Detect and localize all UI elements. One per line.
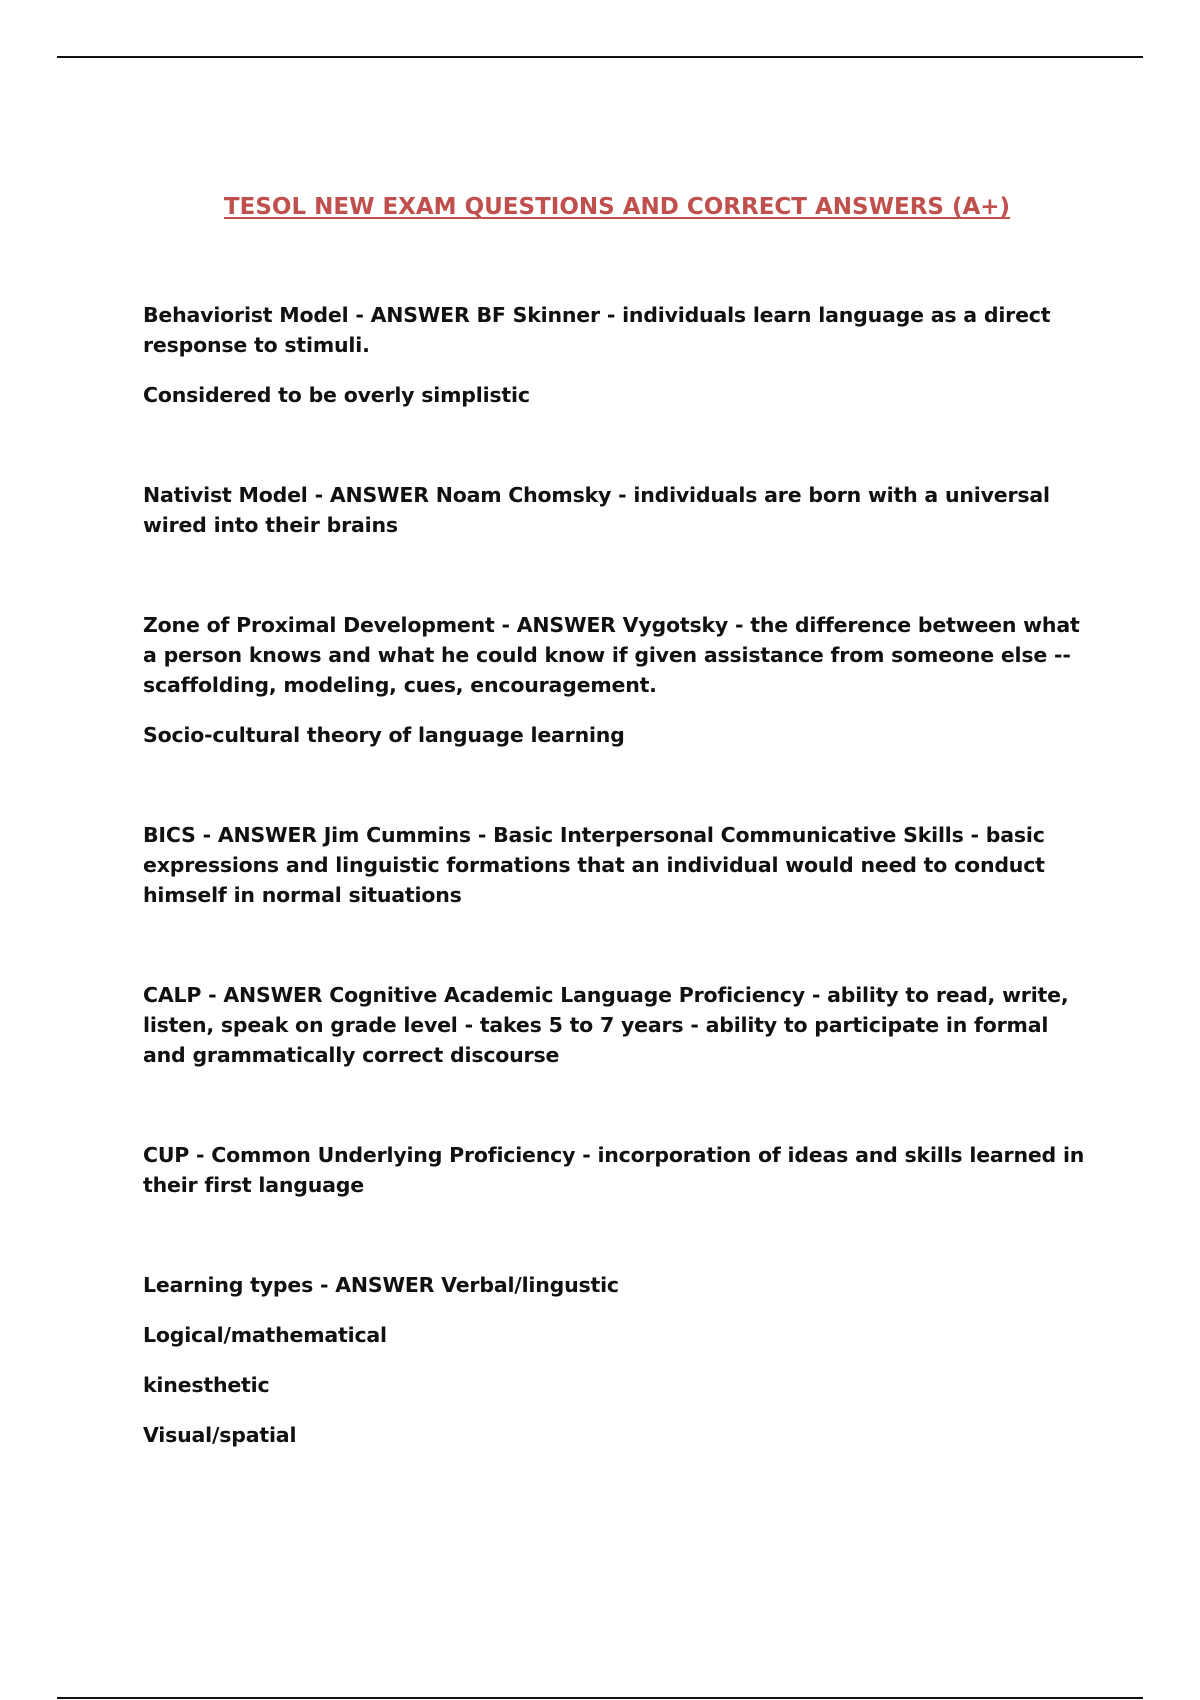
qa-entry-nativist [143, 480, 1093, 540]
learning-type-item: Logical/mathematical [143, 1323, 387, 1347]
qa-entry-bics [143, 820, 1093, 910]
top-rule [57, 56, 1143, 58]
qa-answer-text: Learning types - ANSWER Verbal/lingustic [143, 1273, 619, 1297]
qa-answer-text: CALP - ANSWER Cognitive Academic Language Proficiency - ability to read, write, listen, speak on grade level - takes 5 to 7 years - ability to participate in formal and grammatically correct discourse [143, 983, 1069, 1067]
qa-answer-text: Nativist Model - ANSWER Noam Chomsky - individuals are born with a universal wired into their brains [143, 483, 1050, 537]
qa-answer-text: CUP - Common Underlying Proficiency - incorporation of ideas and skills learned in their first language [143, 1143, 1085, 1197]
qa-entry-cup [143, 1140, 1093, 1200]
document-body [143, 300, 1093, 1520]
qa-note-text: Socio-cultural theory of language learning [143, 723, 625, 747]
qa-note-text: Considered to be overly simplistic [143, 383, 530, 407]
qa-entry-zpd [143, 610, 1093, 750]
qa-entry-calp [143, 980, 1093, 1070]
qa-entry-behaviorist [143, 300, 1093, 410]
qa-answer-text: Behaviorist Model - ANSWER BF Skinner - individuals learn language as a direct response to stimuli. [143, 303, 1051, 357]
bottom-rule [57, 1697, 1143, 1699]
qa-entry-learning-types [143, 1270, 1093, 1450]
qa-answer-text: Zone of Proximal Development - ANSWER Vygotsky - the difference between what a person knows and what he could know if given assistance from someone else -- scaffolding, modeling, cues, encouragement. [143, 613, 1080, 697]
learning-type-item: kinesthetic [143, 1373, 270, 1397]
qa-answer-text: BICS - ANSWER Jim Cummins - Basic Interpersonal Communicative Skills - basic expressions and linguistic formations that an individual would need to conduct himself in normal situations [143, 823, 1045, 907]
learning-type-item: Visual/spatial [143, 1423, 297, 1447]
document-title: TESOL NEW EXAM QUESTIONS AND CORRECT ANSWERS (A+) [223, 194, 1011, 220]
